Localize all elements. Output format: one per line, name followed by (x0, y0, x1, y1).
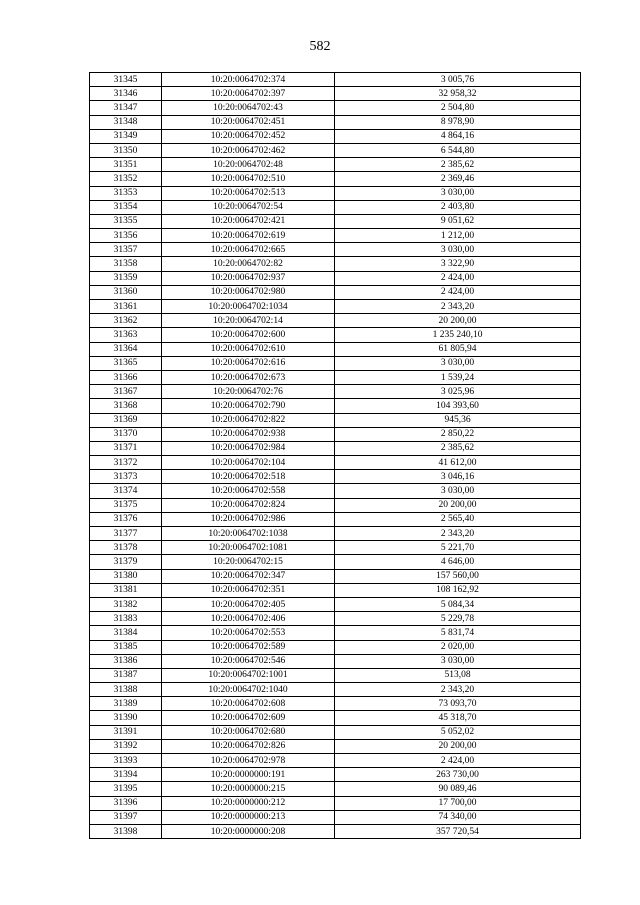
table-row (90, 143, 581, 157)
value-cell: 20 200,00 (335, 314, 581, 328)
value-cell: 945,36 (335, 413, 581, 427)
value-cell: 8 978,90 (335, 115, 581, 129)
value-cell: 3 030,00 (335, 186, 581, 200)
table-row (90, 356, 581, 370)
cadastral-number-cell: 10:20:0064702:937 (162, 271, 335, 285)
value-cell: 2 369,46 (335, 172, 581, 186)
value-cell: 3 030,00 (335, 484, 581, 498)
row-number-cell: 31397 (90, 810, 162, 824)
table-row (90, 711, 581, 725)
value-cell: 4 864,16 (335, 129, 581, 143)
value-cell: 104 393,60 (335, 399, 581, 413)
table-row (90, 328, 581, 342)
cadastral-number-cell: 10:20:0064702:14 (162, 314, 335, 328)
row-number-cell: 31374 (90, 484, 162, 498)
value-cell: 5 831,74 (335, 626, 581, 640)
page-number: 582 (309, 39, 331, 54)
value-cell: 74 340,00 (335, 810, 581, 824)
row-number-cell: 31379 (90, 555, 162, 569)
table-row (90, 697, 581, 711)
row-number-cell: 31346 (90, 87, 162, 101)
table-row (90, 654, 581, 668)
row-number-cell: 31369 (90, 413, 162, 427)
table-row (90, 172, 581, 186)
table-row (90, 640, 581, 654)
value-cell: 1 539,24 (335, 370, 581, 384)
registry-table (89, 72, 581, 839)
value-cell: 20 200,00 (335, 739, 581, 753)
table-row (90, 229, 581, 243)
cadastral-number-cell: 10:20:0064702:589 (162, 640, 335, 654)
cadastral-number-cell: 10:20:0064702:984 (162, 441, 335, 455)
row-number-cell: 31357 (90, 243, 162, 257)
table-row (90, 456, 581, 470)
row-number-cell: 31349 (90, 129, 162, 143)
table-row (90, 626, 581, 640)
table-row (90, 470, 581, 484)
cadastral-number-cell: 10:20:0064702:347 (162, 569, 335, 583)
cadastral-number-cell: 10:20:0064702:553 (162, 626, 335, 640)
cadastral-number-cell: 10:20:0064702:1081 (162, 541, 335, 555)
table-row (90, 569, 581, 583)
cadastral-number-cell: 10:20:0064702:374 (162, 73, 335, 87)
table-row (90, 158, 581, 172)
value-cell: 1 235 240,10 (335, 328, 581, 342)
table-row (90, 186, 581, 200)
row-number-cell: 31354 (90, 200, 162, 214)
cadastral-number-cell: 10:20:0064702:665 (162, 243, 335, 257)
row-number-cell: 31398 (90, 824, 162, 838)
value-cell: 5 221,70 (335, 541, 581, 555)
table-row (90, 214, 581, 228)
value-cell: 2 385,62 (335, 158, 581, 172)
table-row (90, 555, 581, 569)
value-cell: 2 504,80 (335, 101, 581, 115)
row-number-cell: 31390 (90, 711, 162, 725)
value-cell: 5 084,34 (335, 597, 581, 611)
row-number-cell: 31345 (90, 73, 162, 87)
table-row (90, 683, 581, 697)
value-cell: 3 046,16 (335, 470, 581, 484)
row-number-cell: 31393 (90, 754, 162, 768)
cadastral-number-cell: 10:20:0064702:938 (162, 427, 335, 441)
value-cell: 2 403,80 (335, 200, 581, 214)
cadastral-number-cell: 10:20:0064702:546 (162, 654, 335, 668)
table-row (90, 612, 581, 626)
table-row (90, 498, 581, 512)
value-cell: 3 030,00 (335, 356, 581, 370)
value-cell: 2 343,20 (335, 527, 581, 541)
value-cell: 513,08 (335, 668, 581, 682)
row-number-cell: 31359 (90, 271, 162, 285)
value-cell: 3 030,00 (335, 243, 581, 257)
table-row (90, 824, 581, 838)
cadastral-number-cell: 10:20:0064702:1038 (162, 527, 335, 541)
row-number-cell: 31370 (90, 427, 162, 441)
row-number-cell: 31383 (90, 612, 162, 626)
cadastral-number-cell: 10:20:0064702:513 (162, 186, 335, 200)
value-cell: 2 424,00 (335, 754, 581, 768)
cadastral-number-cell: 10:20:0064702:510 (162, 172, 335, 186)
cadastral-number-cell: 10:20:0064702:1034 (162, 300, 335, 314)
table-row (90, 427, 581, 441)
cadastral-number-cell: 10:20:0064702:452 (162, 129, 335, 143)
row-number-cell: 31384 (90, 626, 162, 640)
value-cell: 2 020,00 (335, 640, 581, 654)
row-number-cell: 31365 (90, 356, 162, 370)
row-number-cell: 31378 (90, 541, 162, 555)
cadastral-number-cell: 10:20:0064702:619 (162, 229, 335, 243)
row-number-cell: 31351 (90, 158, 162, 172)
cadastral-number-cell: 10:20:0064702:680 (162, 725, 335, 739)
cadastral-number-cell: 10:20:0064702:15 (162, 555, 335, 569)
cadastral-number-cell: 10:20:0064702:600 (162, 328, 335, 342)
cadastral-number-cell: 10:20:0064702:608 (162, 697, 335, 711)
cadastral-number-cell: 10:20:0064702:54 (162, 200, 335, 214)
cadastral-number-cell: 10:20:0064702:978 (162, 754, 335, 768)
value-cell: 2 424,00 (335, 285, 581, 299)
cadastral-number-cell: 10:20:0064702:351 (162, 583, 335, 597)
table-row (90, 200, 581, 214)
value-cell: 108 162,92 (335, 583, 581, 597)
row-number-cell: 31373 (90, 470, 162, 484)
row-number-cell: 31385 (90, 640, 162, 654)
row-number-cell: 31394 (90, 768, 162, 782)
cadastral-number-cell: 10:20:0000000:212 (162, 796, 335, 810)
row-number-cell: 31386 (90, 654, 162, 668)
row-number-cell: 31364 (90, 342, 162, 356)
table-row (90, 385, 581, 399)
table-row (90, 782, 581, 796)
table-row (90, 399, 581, 413)
cadastral-number-cell: 10:20:0064702:462 (162, 143, 335, 157)
table-row (90, 583, 581, 597)
row-number-cell: 31377 (90, 527, 162, 541)
row-number-cell: 31371 (90, 441, 162, 455)
value-cell: 2 565,40 (335, 512, 581, 526)
value-cell: 17 700,00 (335, 796, 581, 810)
value-cell: 3 025,96 (335, 385, 581, 399)
table-row (90, 271, 581, 285)
table-row (90, 87, 581, 101)
table-row (90, 73, 581, 87)
table-row (90, 115, 581, 129)
cadastral-number-cell: 10:20:0064702:824 (162, 498, 335, 512)
table-row (90, 541, 581, 555)
value-cell: 263 730,00 (335, 768, 581, 782)
row-number-cell: 31353 (90, 186, 162, 200)
table-row (90, 668, 581, 682)
table-row (90, 484, 581, 498)
cadastral-number-cell: 10:20:0064702:980 (162, 285, 335, 299)
row-number-cell: 31366 (90, 370, 162, 384)
registry-table-body (90, 73, 581, 839)
value-cell: 9 051,62 (335, 214, 581, 228)
row-number-cell: 31392 (90, 739, 162, 753)
row-number-cell: 31363 (90, 328, 162, 342)
cadastral-number-cell: 10:20:0064702:616 (162, 356, 335, 370)
cadastral-number-cell: 10:20:0064702:609 (162, 711, 335, 725)
table-row (90, 810, 581, 824)
cadastral-number-cell: 10:20:0000000:215 (162, 782, 335, 796)
value-cell: 41 612,00 (335, 456, 581, 470)
cadastral-number-cell: 10:20:0064702:406 (162, 612, 335, 626)
row-number-cell: 31356 (90, 229, 162, 243)
row-number-cell: 31395 (90, 782, 162, 796)
row-number-cell: 31368 (90, 399, 162, 413)
row-number-cell: 31376 (90, 512, 162, 526)
value-cell: 2 343,20 (335, 683, 581, 697)
cadastral-number-cell: 10:20:0000000:208 (162, 824, 335, 838)
table-row (90, 768, 581, 782)
value-cell: 2 343,20 (335, 300, 581, 314)
row-number-cell: 31362 (90, 314, 162, 328)
value-cell: 3 005,76 (335, 73, 581, 87)
value-cell: 2 850,22 (335, 427, 581, 441)
value-cell: 357 720,54 (335, 824, 581, 838)
value-cell: 6 544,80 (335, 143, 581, 157)
row-number-cell: 31348 (90, 115, 162, 129)
value-cell: 4 646,00 (335, 555, 581, 569)
cadastral-number-cell: 10:20:0064702:610 (162, 342, 335, 356)
value-cell: 73 093,70 (335, 697, 581, 711)
cadastral-number-cell: 10:20:0064702:826 (162, 739, 335, 753)
cadastral-number-cell: 10:20:0064702:76 (162, 385, 335, 399)
table-row (90, 314, 581, 328)
value-cell: 90 089,46 (335, 782, 581, 796)
table-row (90, 512, 581, 526)
cadastral-number-cell: 10:20:0064702:986 (162, 512, 335, 526)
cadastral-number-cell: 10:20:0064702:43 (162, 101, 335, 115)
table-row (90, 370, 581, 384)
table-row (90, 101, 581, 115)
row-number-cell: 31396 (90, 796, 162, 810)
value-cell: 2 424,00 (335, 271, 581, 285)
value-cell: 2 385,62 (335, 441, 581, 455)
value-cell: 5 052,02 (335, 725, 581, 739)
row-number-cell: 31388 (90, 683, 162, 697)
table-row (90, 739, 581, 753)
row-number-cell: 31375 (90, 498, 162, 512)
value-cell: 20 200,00 (335, 498, 581, 512)
row-number-cell: 31347 (90, 101, 162, 115)
value-cell: 3 322,90 (335, 257, 581, 271)
cadastral-number-cell: 10:20:0064702:451 (162, 115, 335, 129)
row-number-cell: 31372 (90, 456, 162, 470)
table-row (90, 754, 581, 768)
value-cell: 5 229,78 (335, 612, 581, 626)
value-cell: 3 030,00 (335, 654, 581, 668)
cadastral-number-cell: 10:20:0064702:104 (162, 456, 335, 470)
cadastral-number-cell: 10:20:0064702:1001 (162, 668, 335, 682)
row-number-cell: 31382 (90, 597, 162, 611)
cadastral-number-cell: 10:20:0064702:48 (162, 158, 335, 172)
table-row (90, 285, 581, 299)
row-number-cell: 31352 (90, 172, 162, 186)
table-row (90, 597, 581, 611)
cadastral-number-cell: 10:20:0064702:558 (162, 484, 335, 498)
row-number-cell: 31358 (90, 257, 162, 271)
table-row (90, 796, 581, 810)
table-row (90, 300, 581, 314)
cadastral-number-cell: 10:20:0064702:82 (162, 257, 335, 271)
cadastral-number-cell: 10:20:0064702:397 (162, 87, 335, 101)
table-row (90, 725, 581, 739)
row-number-cell: 31361 (90, 300, 162, 314)
table-row (90, 342, 581, 356)
row-number-cell: 31381 (90, 583, 162, 597)
value-cell: 32 958,32 (335, 87, 581, 101)
row-number-cell: 31355 (90, 214, 162, 228)
row-number-cell: 31387 (90, 668, 162, 682)
row-number-cell: 31360 (90, 285, 162, 299)
value-cell: 1 212,00 (335, 229, 581, 243)
row-number-cell: 31350 (90, 143, 162, 157)
cadastral-number-cell: 10:20:0064702:518 (162, 470, 335, 484)
row-number-cell: 31380 (90, 569, 162, 583)
row-number-cell: 31391 (90, 725, 162, 739)
table-row (90, 257, 581, 271)
cadastral-number-cell: 10:20:0064702:405 (162, 597, 335, 611)
value-cell: 61 805,94 (335, 342, 581, 356)
cadastral-number-cell: 10:20:0064702:673 (162, 370, 335, 384)
value-cell: 157 560,00 (335, 569, 581, 583)
cadastral-number-cell: 10:20:0064702:421 (162, 214, 335, 228)
row-number-cell: 31367 (90, 385, 162, 399)
table-row (90, 527, 581, 541)
cadastral-number-cell: 10:20:0064702:790 (162, 399, 335, 413)
table-row (90, 129, 581, 143)
table-row (90, 413, 581, 427)
cadastral-number-cell: 10:20:0064702:1040 (162, 683, 335, 697)
value-cell: 45 318,70 (335, 711, 581, 725)
cadastral-number-cell: 10:20:0064702:822 (162, 413, 335, 427)
table-row (90, 243, 581, 257)
row-number-cell: 31389 (90, 697, 162, 711)
table-row (90, 441, 581, 455)
cadastral-number-cell: 10:20:0000000:191 (162, 768, 335, 782)
cadastral-number-cell: 10:20:0000000:213 (162, 810, 335, 824)
